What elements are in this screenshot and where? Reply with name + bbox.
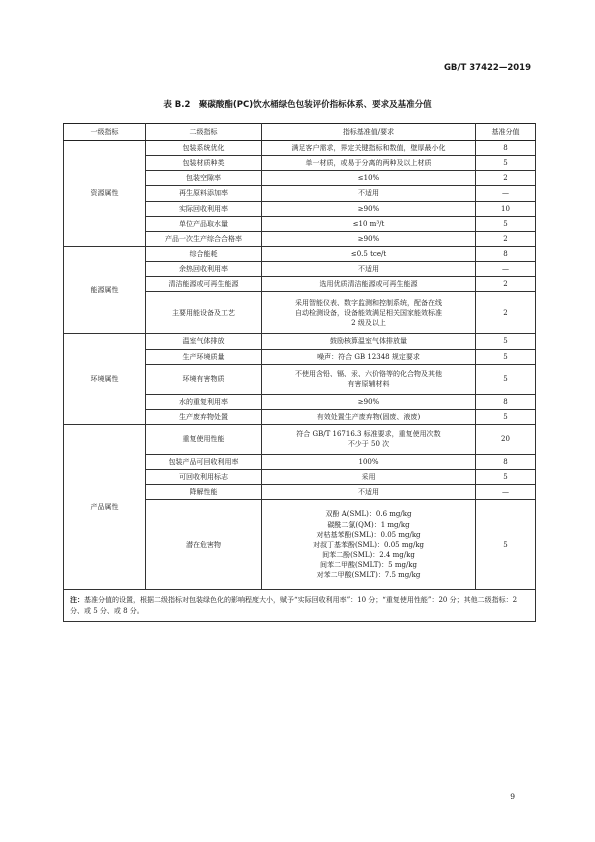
indicator-cell: 产品一次生产综合合格率 <box>146 231 262 246</box>
requirement-line: 100% <box>358 457 379 466</box>
requirement-cell <box>262 141 476 156</box>
requirement-cell <box>262 262 476 277</box>
requirement-cell <box>262 186 476 201</box>
standard-number: GB/T 37422—2019 <box>443 63 531 73</box>
table-row <box>64 246 536 261</box>
indicator-cell: 包装空隙率 <box>146 171 262 186</box>
indicator-cell: 降解性能 <box>146 485 262 500</box>
indicator-cell: 重复使用性能 <box>146 424 262 454</box>
requirement-line: ≥90% <box>357 234 380 243</box>
requirement-line: 选用优质清洁能源或可再生能源 <box>319 280 418 289</box>
requirement-line: 采用 <box>361 473 376 482</box>
requirement-cell <box>262 292 476 334</box>
score-cell: 5 <box>476 156 536 171</box>
indicator-cell: 单位产品取水量 <box>146 216 262 231</box>
note-text: 基准分值的设置，根据二级指标对包装绿色化的影响程度大小，赋予“实际回收利用率”：10 分；“重复使用性能”：20 分；其他二级指标：2 分、或 5 分、或 8 分。 <box>70 596 518 615</box>
requirement-line: 有害原辅材料 <box>347 380 390 389</box>
requirement-cell <box>262 409 476 424</box>
indicator-cell: 实际回收利用率 <box>146 201 262 216</box>
requirement-line: ≥90% <box>357 204 380 213</box>
requirement-line: 不少于 50 次 <box>347 440 390 449</box>
score-cell: 10 <box>476 201 536 216</box>
requirement-line: 对叔丁基苯酚(SML)：0.05 mg/kg <box>312 540 425 549</box>
requirement-cell <box>262 231 476 246</box>
requirement-cell <box>262 334 476 349</box>
indicator-cell: 再生原料添加率 <box>146 186 262 201</box>
column-header: 一级指标 <box>64 124 146 141</box>
table-caption: 表 B.2 聚碳酸酯(PC)饮水桶绿色包装评价指标体系、要求及基准分值 <box>163 100 432 110</box>
score-cell: 8 <box>476 394 536 409</box>
indicator-cell: 清洁能源或可再生能源 <box>146 277 262 292</box>
evaluation-table <box>63 123 536 622</box>
indicator-cell: 包装产品可回收利用率 <box>146 454 262 469</box>
requirement-line: 双酚 A(SML)：0.6 mg/kg <box>325 510 412 519</box>
column-header: 指标基准值/要求 <box>262 124 476 141</box>
indicator-cell: 生产环境质量 <box>146 349 262 364</box>
category-cell: 环境属性 <box>64 334 146 425</box>
requirement-line: ≤10 m³/t <box>352 219 385 228</box>
requirement-line: 对苯二甲酸(SMLT)：7.5 mg/kg <box>316 571 421 580</box>
column-header: 二级指标 <box>146 124 262 141</box>
requirement-cell <box>262 485 476 500</box>
requirement-line: 噪声：符合 GB 12348 规定要求 <box>317 352 420 361</box>
score-cell: 5 <box>476 216 536 231</box>
requirement-cell <box>262 171 476 186</box>
requirement-cell <box>262 454 476 469</box>
column-header: 基准分值 <box>476 124 536 141</box>
requirement-line: 符合 GB/T 16716.3 标准要求，重复使用次数 <box>296 430 441 439</box>
requirement-cell <box>262 349 476 364</box>
requirement-cell <box>262 246 476 261</box>
requirement-cell <box>262 424 476 454</box>
requirement-line: 不适用 <box>358 488 379 497</box>
indicator-cell: 可回收利用标志 <box>146 470 262 485</box>
table-header <box>64 124 536 141</box>
table-row <box>64 141 536 156</box>
score-cell: 20 <box>476 424 536 454</box>
requirement-line: ≤10% <box>357 174 380 183</box>
requirement-line: 采用智能仪表、数字监测和控制系统，配备在线 <box>295 298 442 307</box>
table-body <box>64 141 536 590</box>
requirement-line: ≤0.5 tce/t <box>350 249 387 258</box>
table-row <box>64 334 536 349</box>
requirement-line: 2 级及以上 <box>351 318 386 327</box>
requirement-line: ≥90% <box>357 397 380 406</box>
indicator-cell: 温室气体排放 <box>146 334 262 349</box>
score-cell: 5 <box>476 409 536 424</box>
requirement-cell <box>262 216 476 231</box>
indicator-cell: 包装系统优化 <box>146 141 262 156</box>
category-cell: 能源属性 <box>64 246 146 333</box>
requirement-line: 不适用 <box>358 265 379 274</box>
requirement-line: 鼓励核算温室气体排放量 <box>330 337 407 346</box>
score-cell: 5 <box>476 349 536 364</box>
score-cell: — <box>476 186 536 201</box>
requirement-cell <box>262 500 476 590</box>
requirement-cell <box>262 201 476 216</box>
requirement-cell <box>262 156 476 171</box>
category-cell: 资源属性 <box>64 141 146 247</box>
score-cell: 5 <box>476 334 536 349</box>
indicator-cell: 潜在危害物 <box>146 500 262 590</box>
score-cell: 5 <box>476 470 536 485</box>
requirement-cell <box>262 394 476 409</box>
score-cell: 5 <box>476 500 536 590</box>
indicator-cell: 生产废弃物处置 <box>146 409 262 424</box>
score-cell: 2 <box>476 171 536 186</box>
requirement-line: 有效处置生产废弃物(固废、液废) <box>316 412 421 421</box>
indicator-cell: 主要用能设备及工艺 <box>146 292 262 334</box>
requirement-line: 不适用 <box>358 189 379 198</box>
indicator-cell: 综合能耗 <box>146 246 262 261</box>
requirement-cell <box>262 364 476 394</box>
requirement-cell <box>262 470 476 485</box>
note-label: 注： <box>70 596 84 605</box>
table-note <box>64 590 536 621</box>
requirement-line: 不使用含铅、镉、汞、六价铬等的化合物及其他 <box>295 370 442 379</box>
requirement-line: 间苯二甲酸(SMLT)：5 mg/kg <box>319 561 418 570</box>
requirement-line: 间苯二酚(SML)：2.4 mg/kg <box>322 550 415 559</box>
requirement-line: 碳酰二氯(QM)：1 mg/kg <box>327 520 410 529</box>
requirement-cell <box>262 277 476 292</box>
score-cell: 2 <box>476 277 536 292</box>
score-cell: 2 <box>476 292 536 334</box>
indicator-cell: 水的重复利用率 <box>146 394 262 409</box>
requirement-line: 单一材质，或易于分离的两种及以上材质 <box>305 159 432 168</box>
requirement-line: 对枯基苯酚(SML)：0.05 mg/kg <box>316 530 421 539</box>
score-cell: 8 <box>476 141 536 156</box>
page-number: 9 <box>510 792 515 801</box>
score-cell: 8 <box>476 454 536 469</box>
category-cell: 产品属性 <box>64 424 146 589</box>
score-cell: 5 <box>476 364 536 394</box>
indicator-cell: 包装材质种类 <box>146 156 262 171</box>
score-cell: 2 <box>476 231 536 246</box>
score-cell: 8 <box>476 246 536 261</box>
score-cell: — <box>476 262 536 277</box>
requirement-line: 自动检测设备，设备能效满足相关国家能效标准 <box>295 308 442 317</box>
score-cell: — <box>476 485 536 500</box>
table-row <box>64 424 536 454</box>
indicator-cell: 余热回收利用率 <box>146 262 262 277</box>
indicator-cell: 环境有害物质 <box>146 364 262 394</box>
requirement-line: 满足客户需求，界定关键指标和数值，壁厚最小化 <box>291 144 446 152</box>
